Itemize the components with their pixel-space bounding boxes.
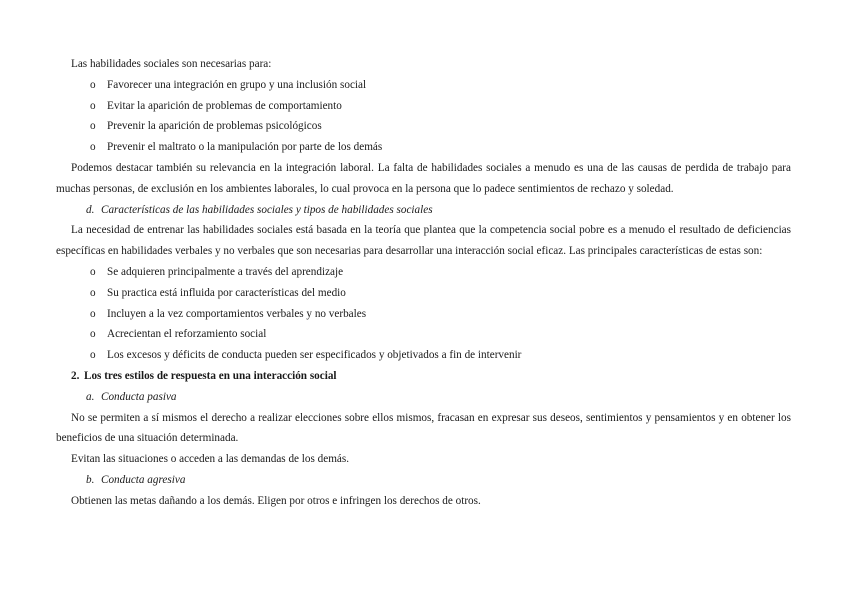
bullet-icon: o	[90, 307, 96, 320]
list-item: o Favorecer una integración en grupo y una inclusión social	[90, 75, 791, 96]
characteristics-list	[56, 262, 791, 366]
bullet-icon: o	[90, 328, 96, 341]
bullet-icon: o	[90, 99, 96, 112]
subheading-d: d. Características de las habilidades sociales y tipos de habilidades sociales	[86, 203, 433, 216]
bullet-icon: o	[90, 349, 96, 362]
training-paragraph: La necesidad de entrenar las habilidades sociales está basada en la teoría que plantea que la competencia social pobre es a menudo el resultado de deficiencias específicas en habilidades verbales y no verbales que son necesarias para desarrollar una interacción social eficaz. Las principales características de estas son:	[56, 224, 791, 258]
list-item: o Incluyen a la vez comportamientos verbales y no verbales	[90, 304, 791, 325]
bullet-icon: o	[90, 141, 96, 154]
list-item: o Prevenir la aparición de problemas psicológicos	[90, 116, 791, 137]
bullet-icon: o	[90, 265, 96, 278]
list-item: o Prevenir el maltrato o la manipulación por parte de los demás	[90, 137, 791, 158]
list-item: o Se adquieren principalmente a través del aprendizaje	[90, 262, 791, 283]
bullet-icon: o	[90, 120, 96, 133]
passive-paragraph-2: Evitan las situaciones o acceden a las demandas de los demás.	[71, 453, 350, 466]
subheading-b: b. Conducta agresiva	[86, 473, 186, 486]
list-item: o Evitar la aparición de problemas de comportamiento	[90, 96, 791, 117]
labor-paragraph: Podemos destacar también su relevancia en la integración laboral. La falta de habilidades sociales a menudo es una de las causas de perdida de trabajo para muchas personas, de exclusión en los ambientes laborales, lo cual provoca en la persona que lo padece sentimientos de rechazo y soledad.	[56, 161, 791, 195]
document-content	[56, 54, 791, 512]
bullet-icon: o	[90, 78, 96, 91]
bullet-icon: o	[90, 286, 96, 299]
intro-paragraph: Las habilidades sociales son necesarias para:	[71, 58, 272, 70]
subheading-a: a. Conducta pasiva	[86, 390, 177, 403]
list-item: o Los excesos y déficits de conducta pueden ser especificados y objetivados a fin de intervenir	[90, 345, 791, 366]
aggressive-paragraph: Obtienen las metas dañando a los demás. Eligen por otros e infringen los derechos de otros.	[71, 494, 481, 507]
list-item: o Acrecientan el reforzamiento social	[90, 324, 791, 345]
section-heading-2: 2. Los tres estilos de respuesta en una interacción social	[71, 369, 337, 382]
passive-paragraph-1: No se permiten a sí mismos el derecho a realizar elecciones sobre ellos mismos, fracasan en expresar sus deseos, sentimientos y pensamientos y en obtener los beneficios de una situación determinada.	[56, 411, 791, 445]
list-item: o Su practica está influida por características del medio	[90, 283, 791, 304]
benefits-list	[56, 75, 791, 158]
